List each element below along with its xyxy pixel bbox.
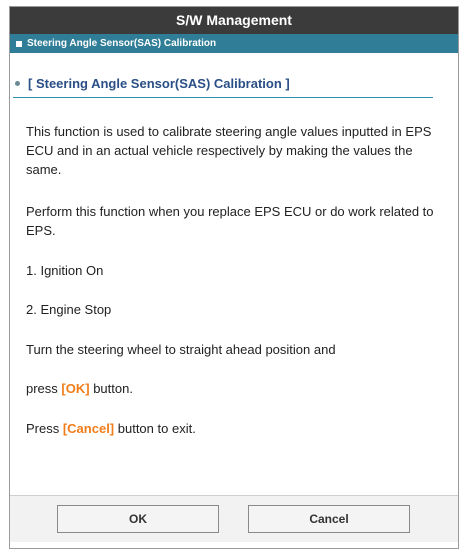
dot-bullet-icon <box>15 81 20 86</box>
press-cancel-line <box>26 419 436 438</box>
step-engine-stop: 2. Engine Stop <box>26 302 112 317</box>
cancel-button[interactable]: Cancel <box>248 505 410 533</box>
button-bar <box>10 495 458 542</box>
subtitle-text: Steering Angle Sensor(SAS) Calibration <box>27 38 217 49</box>
cancel-highlight: [Cancel] <box>62 421 115 436</box>
step-ignition-on: 1. Ignition On <box>26 263 104 278</box>
section-heading <box>13 76 433 98</box>
instruction-paragraph: Perform this function when you replace EPS ECU or do work related to EPS. <box>26 204 434 238</box>
square-bullet-icon <box>16 41 22 47</box>
press-cancel-suffix: button to exit. <box>114 421 196 436</box>
press-cancel-prefix: Press <box>26 421 63 436</box>
subtitle-bar <box>10 34 458 53</box>
description-paragraph: This function is used to calibrate steering angle values inputted in EPS ECU and in an actual vehicle respectively by making the values the same. <box>26 124 432 177</box>
press-ok-prefix: press <box>26 381 62 396</box>
content-area <box>13 76 433 98</box>
steering-instruction: Turn the steering wheel to straight ahead position and <box>26 342 336 357</box>
press-ok-line <box>26 379 436 398</box>
ok-button[interactable]: OK <box>57 505 219 533</box>
press-ok-suffix: button. <box>89 381 133 396</box>
window-title: S/W Management <box>10 7 458 34</box>
section-heading-text: [ Steering Angle Sensor(SAS) Calibration ] <box>28 76 290 91</box>
ok-highlight: [OK] <box>61 381 90 396</box>
